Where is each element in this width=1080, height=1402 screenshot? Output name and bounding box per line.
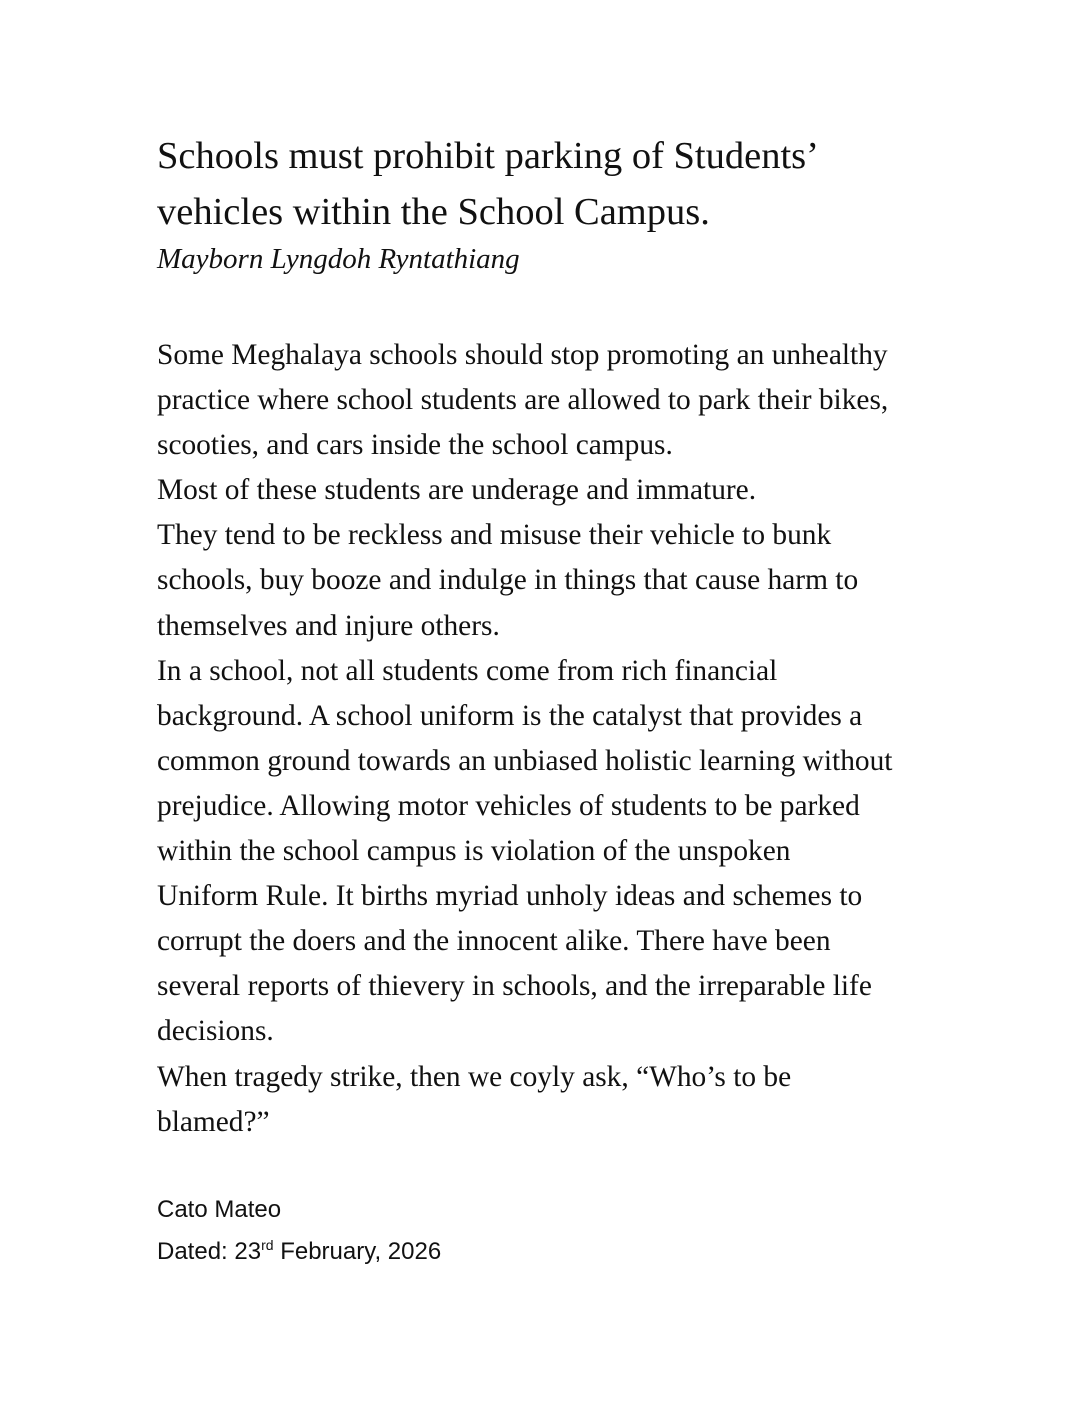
body-line: decisions. — [157, 1015, 274, 1048]
body-line: scooties, and cars inside the school campus. — [157, 429, 673, 462]
article-body — [157, 333, 957, 1145]
body-line: practice where school students are allowed to park their bikes, — [157, 384, 889, 417]
article-title — [157, 128, 957, 240]
title-line: vehicles within the School Campus. — [157, 191, 710, 233]
body-line: They tend to be reckless and misuse their vehicle to bunk — [157, 519, 832, 552]
title-line: Schools must prohibit parking of Students’ — [157, 135, 819, 177]
body-line: When tragedy strike, then we coyly ask, “Who’s to be — [157, 1060, 792, 1093]
body-line: themselves and injure others. — [157, 609, 500, 642]
body-line: corrupt the doers and the innocent alike. There have been — [157, 925, 831, 958]
body-line: In a school, not all students come from rich financial — [157, 654, 778, 687]
signature-name: Cato Mateo — [157, 1195, 282, 1223]
document-page — [157, 128, 957, 1273]
body-line: within the school campus is violation of the unspoken — [157, 835, 791, 868]
body-line: several reports of thievery in schools, and the irreparable life — [157, 970, 872, 1003]
body-line: schools, buy booze and indulge in things that cause harm to — [157, 564, 859, 597]
body-line: prejudice. Allowing motor vehicles of students to be parked — [157, 789, 860, 822]
article-author: Mayborn Lyngdoh Ryntathiang — [157, 243, 520, 275]
signature-block — [157, 1189, 957, 1273]
body-line: blamed?” — [157, 1105, 270, 1138]
date-rest: February, 2026 — [273, 1237, 442, 1265]
body-line: Some Meghalaya schools should stop promoting an unhealthy — [157, 339, 888, 371]
body-line: background. A school uniform is the catalyst that provides a — [157, 699, 863, 732]
body-line: Most of these students are underage and immature. — [157, 474, 757, 507]
body-line: Uniform Rule. It births myriad unholy ideas and schemes to — [157, 880, 863, 913]
date-ordinal-suffix: rd — [261, 1236, 274, 1253]
body-line: common ground towards an unbiased holistic learning without — [157, 744, 893, 777]
signature-date — [157, 1231, 957, 1273]
date-prefix: Dated: 23 — [157, 1237, 262, 1265]
